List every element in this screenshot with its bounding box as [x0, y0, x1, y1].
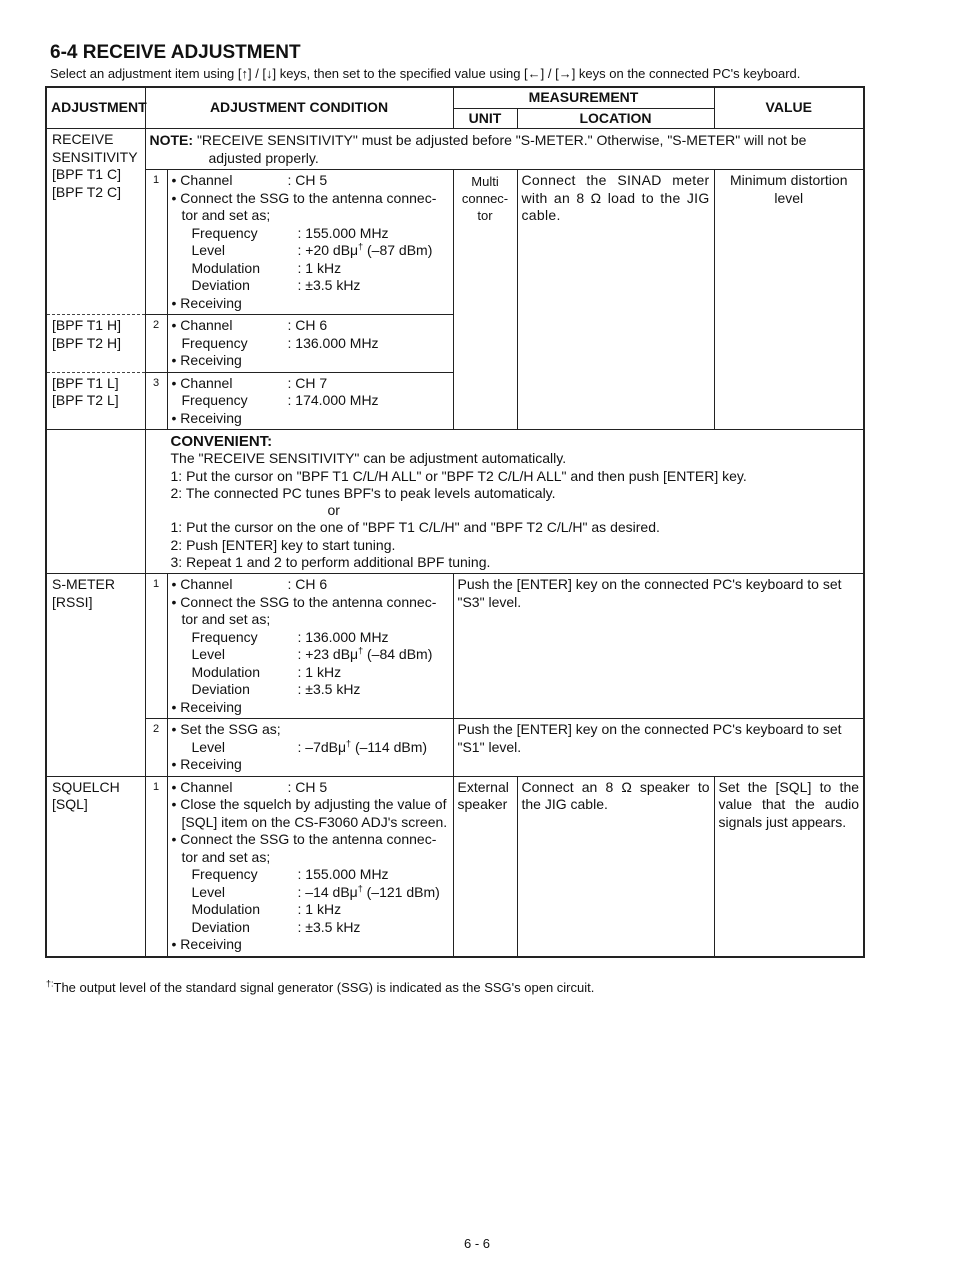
- unit-cell: Multi connec- tor: [453, 170, 517, 430]
- table-header-row-1: [46, 87, 864, 108]
- page-title: 6-4 RECEIVE ADJUSTMENT: [50, 42, 301, 63]
- condition-cell: • Channel : CH 7 Frequency : 174.000 MHz • Receiving: [167, 372, 453, 430]
- footnote-mark: †:: [46, 978, 54, 989]
- header-value: VALUE: [714, 87, 864, 129]
- condition-cell: • Channel : CH 5 • Connect the SSG to the antenna connec- tor and set as; Frequency : 155.000 MHz Level : +20 dBμ† (–87 dBm) Modulation : 1 kHz Deviation : ±3.5 kHz • Receiving: [167, 170, 453, 315]
- step-number: 1: [145, 574, 167, 719]
- table-row: [46, 129, 864, 170]
- adjustment-label-s-meter: S-METER [RSSI]: [46, 574, 145, 777]
- table-row: [46, 574, 864, 719]
- unit-cell: External speaker: [453, 776, 517, 957]
- condition-cell: • Set the SSG as; Level : –7dBμ† (–114 dBm) • Receiving: [167, 719, 453, 777]
- receive-adjustment-table: [45, 86, 865, 958]
- table-row: [46, 170, 864, 315]
- measurement-cell: Push the [ENTER] key on the connected PC's keyboard to set "S3" level.: [453, 574, 864, 719]
- convenient-heading: CONVENIENT:: [170, 433, 273, 450]
- location-cell: Connect an 8 Ω speaker to the JIG cable.: [517, 776, 714, 957]
- footnote-text: The output level of the standard signal generator (SSG) is indicated as the SSG's open circuit.: [53, 980, 595, 995]
- step-number: 1: [145, 170, 167, 315]
- measurement-cell: Push the [ENTER] key on the connected PC's keyboard to set "S1" level.: [453, 719, 864, 777]
- location-cell: Connect the SINAD meter with an 8 Ω load to the JIG cable.: [517, 170, 714, 430]
- header-adjustment: ADJUSTMENT: [46, 87, 145, 129]
- condition-cell: • Channel : CH 5 • Close the squelch by adjusting the value of [SQL] item on the CS-F3060 ADJ's screen. • Connect the SSG to the antenna connec- tor and set as; Frequency : 155.000 MHz Level : –14 dBμ† (–121 dBm) Modulation : 1 kHz Deviation : ±3.5 kHz • Receiving: [167, 776, 453, 957]
- table-row: [46, 719, 864, 777]
- adjustment-label-squelch: SQUELCH [SQL]: [46, 776, 145, 957]
- step-number: 1: [145, 776, 167, 957]
- value-cell: Set the [SQL] to the value that the audio signals just appears.: [714, 776, 864, 957]
- note-label: NOTE:: [149, 132, 194, 148]
- table-row: [46, 430, 864, 574]
- adjustment-label-bpf-l: [BPF T1 L] [BPF T2 L]: [46, 372, 145, 430]
- page-number: 6 - 6: [463, 1236, 490, 1251]
- step-number: 2: [145, 719, 167, 777]
- step-number: 2: [145, 315, 167, 373]
- footnote: [46, 980, 594, 995]
- note-cell: [145, 129, 864, 170]
- header-measurement: MEASUREMENT: [453, 87, 714, 108]
- header-condition: ADJUSTMENT CONDITION: [145, 87, 453, 129]
- convenient-cell: CONVENIENT: The "RECEIVE SENSITIVITY" can be adjustment automatically. 1: Put the cursor on "BPF T1 C/L/H ALL" or "BPF T2 C/L/H ALL" and then push [ENTER] key. 2: The connected PC tunes BPF's to peak levels automaticaly. or 1: Put the cursor on the one of "BPF T1 C/L/H" and "BPF T2 C/L/H" as desired. 2: Push [ENTER] key to start tuning. 3: Repeat 1 and 2 to perform additional BPF tuning.: [145, 430, 864, 574]
- adjustment-label-receive-sensitivity: RECEIVE SENSITIVITY [BPF T1 C] [BPF T2 C]: [46, 129, 145, 315]
- table-row: [46, 776, 864, 957]
- condition-cell: • Channel : CH 6 Frequency : 136.000 MHz • Receiving: [167, 315, 453, 373]
- page-subtitle: Select an adjustment item using [↑] / [↓] keys, then set to the specified value using [←] / [→] keys on the connected PC's keyboard.: [50, 66, 801, 81]
- note-text-cont: adjusted properly.: [208, 149, 319, 166]
- step-number: 3: [145, 372, 167, 430]
- adjustment-label-bpf-h: [BPF T1 H] [BPF T2 H]: [46, 315, 145, 373]
- header-unit: UNIT: [453, 108, 517, 129]
- empty-label-cell: [46, 430, 145, 574]
- value-cell: Minimum distortion level: [714, 170, 864, 430]
- note-text: "RECEIVE SENSITIVITY" must be adjusted before "S-METER." Otherwise, "S-METER" will not be: [196, 132, 807, 148]
- condition-cell: • Channel : CH 6 • Connect the SSG to the antenna connec- tor and set as; Frequency : 136.000 MHz Level : +23 dBμ† (–84 dBm) Modulation : 1 kHz Deviation : ±3.5 kHz • Receiving: [167, 574, 453, 719]
- header-location: LOCATION: [517, 108, 714, 129]
